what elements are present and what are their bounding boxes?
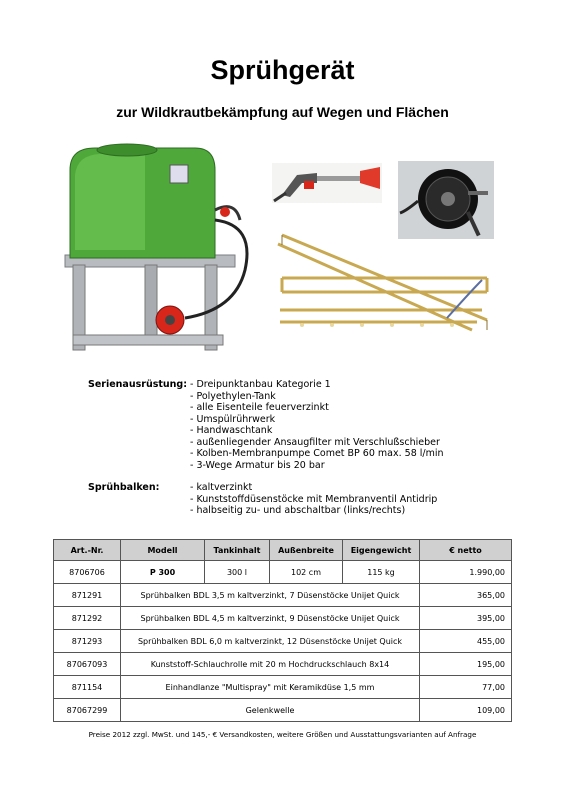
cell-price: 365,00 [420,584,512,607]
cell-price: 195,00 [420,653,512,676]
cell-price: 77,00 [420,676,512,699]
cell-price: 455,00 [420,630,512,653]
cell-description: Sprühbalken BDL 4,5 m kaltverzinkt, 9 Düsenstöcke Unijet Quick [121,607,420,630]
list-item: - Umspülrührwerk [190,413,276,425]
table-row [54,699,512,722]
spray-gun-image [272,163,382,203]
column-header-model: Modell [121,540,205,561]
series-equipment-label: Serienausrüstung: [88,379,188,390]
cell-art-nr: 871293 [54,630,121,653]
table-row [54,676,512,699]
cell-price: 109,00 [420,699,512,722]
column-header-art-nr: Art.-Nr. [54,540,121,561]
list-item: - Kunststoffdüsenstöcke mit Membranventil Antidrip [190,493,438,505]
table-row [54,561,512,584]
table-header-row [54,540,512,561]
list-item: - Handwaschtank [190,425,273,436]
cell-art-nr: 87067093 [54,653,121,676]
column-header-price: € netto [420,540,512,561]
cell-description: Sprühbalken BDL 6,0 m kaltverzinkt, 12 Düsenstöcke Unijet Quick [121,630,420,653]
spray-boom-label: Sprühbalken: [88,482,160,493]
list-item: - Dreipunktanbau Kategorie 1 [190,379,331,390]
list-item: - halbseitig zu- und abschaltbar (links/rechts) [190,505,406,516]
column-header-weight: Eigengewicht [343,540,420,561]
cell-model: P 300 [121,561,205,584]
cell-art-nr: 871154 [54,676,121,699]
cell-art-nr: 87067299 [54,699,121,722]
cell-description: Einhandlanze "Multispray" mit Keramikdüse 1,5 mm [121,676,420,699]
column-header-tank: Tankinhalt [205,540,270,561]
page-subtitle: zur Wildkrautbekämpfung auf Wegen und Flächen [116,104,449,120]
cell-description: Kunststoff-Schlauchrolle mit 20 m Hochdruckschlauch 8x14 [121,653,420,676]
spray-boom-image [272,230,494,340]
list-item: - außenliegender Ansaugfilter mit Verschlußschieber [190,436,440,448]
list-item: - alle Eisenteile feuerverzinkt [190,402,329,413]
page-title: Sprühgerät [210,55,355,85]
specifications [88,379,444,517]
spray-boom-list [190,482,437,517]
sprayer-tank-image [55,140,270,360]
cell-art-nr: 8706706 [54,561,121,584]
cell-art-nr: 871291 [54,584,121,607]
footer-note: Preise 2012 zzgl. MwSt. und 145,- € Versandkosten, weitere Größen und Ausstattungsvarianten auf Anfrage [88,730,477,739]
series-equipment-row [88,379,444,471]
cell-weight: 115 kg [343,561,420,584]
cell-width: 102 cm [270,561,343,584]
spray-boom-row [88,482,444,517]
list-item: - kaltverzinkt [190,482,253,493]
table-row [54,630,512,653]
list-item: - Polyethylen-Tank [190,390,276,402]
list-item: - 3-Wege Armatur bis 20 bar [190,459,325,471]
cell-art-nr: 871292 [54,607,121,630]
table-row [54,607,512,630]
table-row [54,653,512,676]
hose-reel-image [398,161,494,239]
table-row [54,584,512,607]
column-header-width: Außenbreite [270,540,343,561]
list-item: - Kolben-Membranpumpe Comet BP 60 max. 58 l/min [190,448,444,459]
cell-tank: 300 l [205,561,270,584]
cell-description: Gelenkwelle [121,699,420,722]
series-equipment-list [190,379,444,471]
price-table [53,539,512,722]
cell-price: 1.990,00 [420,561,512,584]
cell-price: 395,00 [420,607,512,630]
cell-description: Sprühbalken BDL 3,5 m kaltverzinkt, 7 Düsenstöcke Unijet Quick [121,584,420,607]
